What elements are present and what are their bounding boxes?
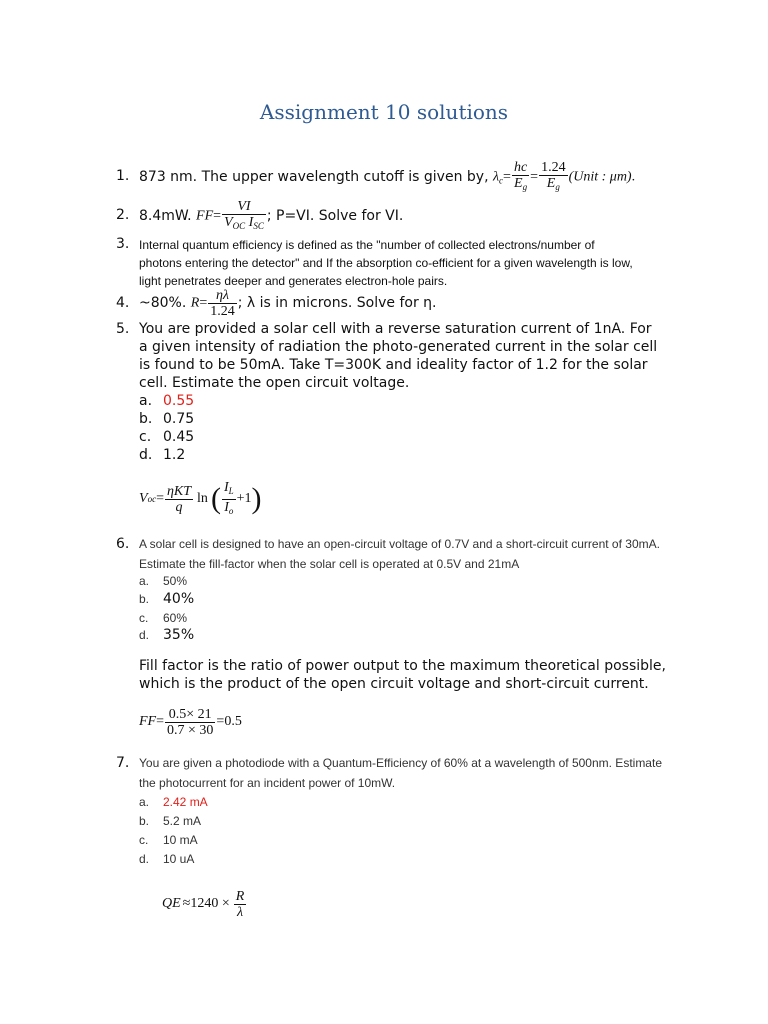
fill-factor-explanation: Fill factor is the ratio of power output to the maximum theoretical possible, which is the product of the open circuit voltage and short-circuit current. xyxy=(139,658,666,692)
q7-option-b: b. 5.2 mA xyxy=(139,814,202,828)
q6-option-a: a. 50% xyxy=(139,574,188,588)
open-circuit-voltage-formula: V oc = $\frac{\text{ηKT}}{q}$ ln ( $\frac{I_L}{I_o}$ +1 ) xyxy=(139,479,262,516)
quantum-efficiency-formula: QE ≈1240 × $\frac{R}{\lambda}$ xyxy=(162,888,245,920)
q7-option-d: d. 10 uA xyxy=(139,852,195,866)
page-title: Assignment 10 solutions xyxy=(259,100,509,124)
question-2-text xyxy=(139,196,403,236)
question-4-text xyxy=(139,285,437,321)
fill-factor-formula: FF= $\frac{VI}{V_{OC} I_{SC}}$ xyxy=(196,198,264,231)
fill-factor-calculation: FF = $\frac{0.5\times 21}{0.7 \times 30}$ =0.5 xyxy=(139,706,242,738)
question-2-number: 2. xyxy=(116,207,130,223)
q5-option-d: d. 1.2 xyxy=(139,447,186,463)
q6-option-c: c. 60% xyxy=(139,611,188,625)
question-1-text xyxy=(139,156,635,198)
question-1-prefix: 873 nm. The upper wavelength cutoff is given by, xyxy=(139,169,493,185)
responsivity-formula: R= $\frac{\eta\lambda}{1.24}$ xyxy=(190,287,235,319)
question-4-suffix: ; λ is in microns. Solve for η. xyxy=(237,295,437,311)
q7-option-c: c. 10 mA xyxy=(139,833,198,847)
question-2-suffix: ; P=VI. Solve for VI. xyxy=(266,208,404,224)
question-4-number: 4. xyxy=(116,295,130,311)
question-7-text: You are given a photodiode with a Quantum-Efficiency of 60% at a wavelength of 500nm. Estimate the photocurrent for an incident power of 10mW. xyxy=(139,756,662,790)
question-2-prefix: 8.4mW. xyxy=(139,208,197,224)
question-6-number: 6. xyxy=(116,536,130,552)
q6-option-d: d. 35% xyxy=(139,627,195,643)
q5-option-a: a. 0.55 xyxy=(139,393,195,409)
q6-option-b: b. 40% xyxy=(139,591,195,607)
q5-option-b: b. 0.75 xyxy=(139,411,195,427)
question-6-text: A solar cell is designed to have an open-circuit voltage of 0.7V and a short-circuit current of 30mA. Estimate the fill-factor when the solar cell is operated at 0.5V and 21mA xyxy=(139,537,660,571)
q5-option-c: c. 0.45 xyxy=(139,429,195,445)
q7-option-a: a. 2.42 mA xyxy=(139,795,208,809)
question-3-text: Internal quantum efficiency is defined as the "number of collected electrons/number of photons entering the detector" and If the absorption co-efficient for a given wavelength is low, light penetrates deeper and generates electron-hole pairs. xyxy=(139,238,633,288)
question-4-prefix: ~80%. xyxy=(139,295,191,311)
question-5-text: You are provided a solar cell with a reverse saturation current of 1nA. For a given intensity of radiation the photo-generated current in the solar cell is found to be 50mA. Take T=300K and ideality factor of 1.2 for the solar cell. Estimate the open circuit voltage. xyxy=(139,321,658,391)
cutoff-formula: $\lambda_c=$ $\frac{hc}{E_g}$ = $\frac{1.24}{E_g}$ (Unit : μm). xyxy=(492,159,636,192)
question-7-number: 7. xyxy=(116,755,130,771)
question-1-number: 1. xyxy=(116,168,130,184)
question-3-number: 3. xyxy=(116,236,130,252)
question-5-number: 5. xyxy=(116,321,130,337)
